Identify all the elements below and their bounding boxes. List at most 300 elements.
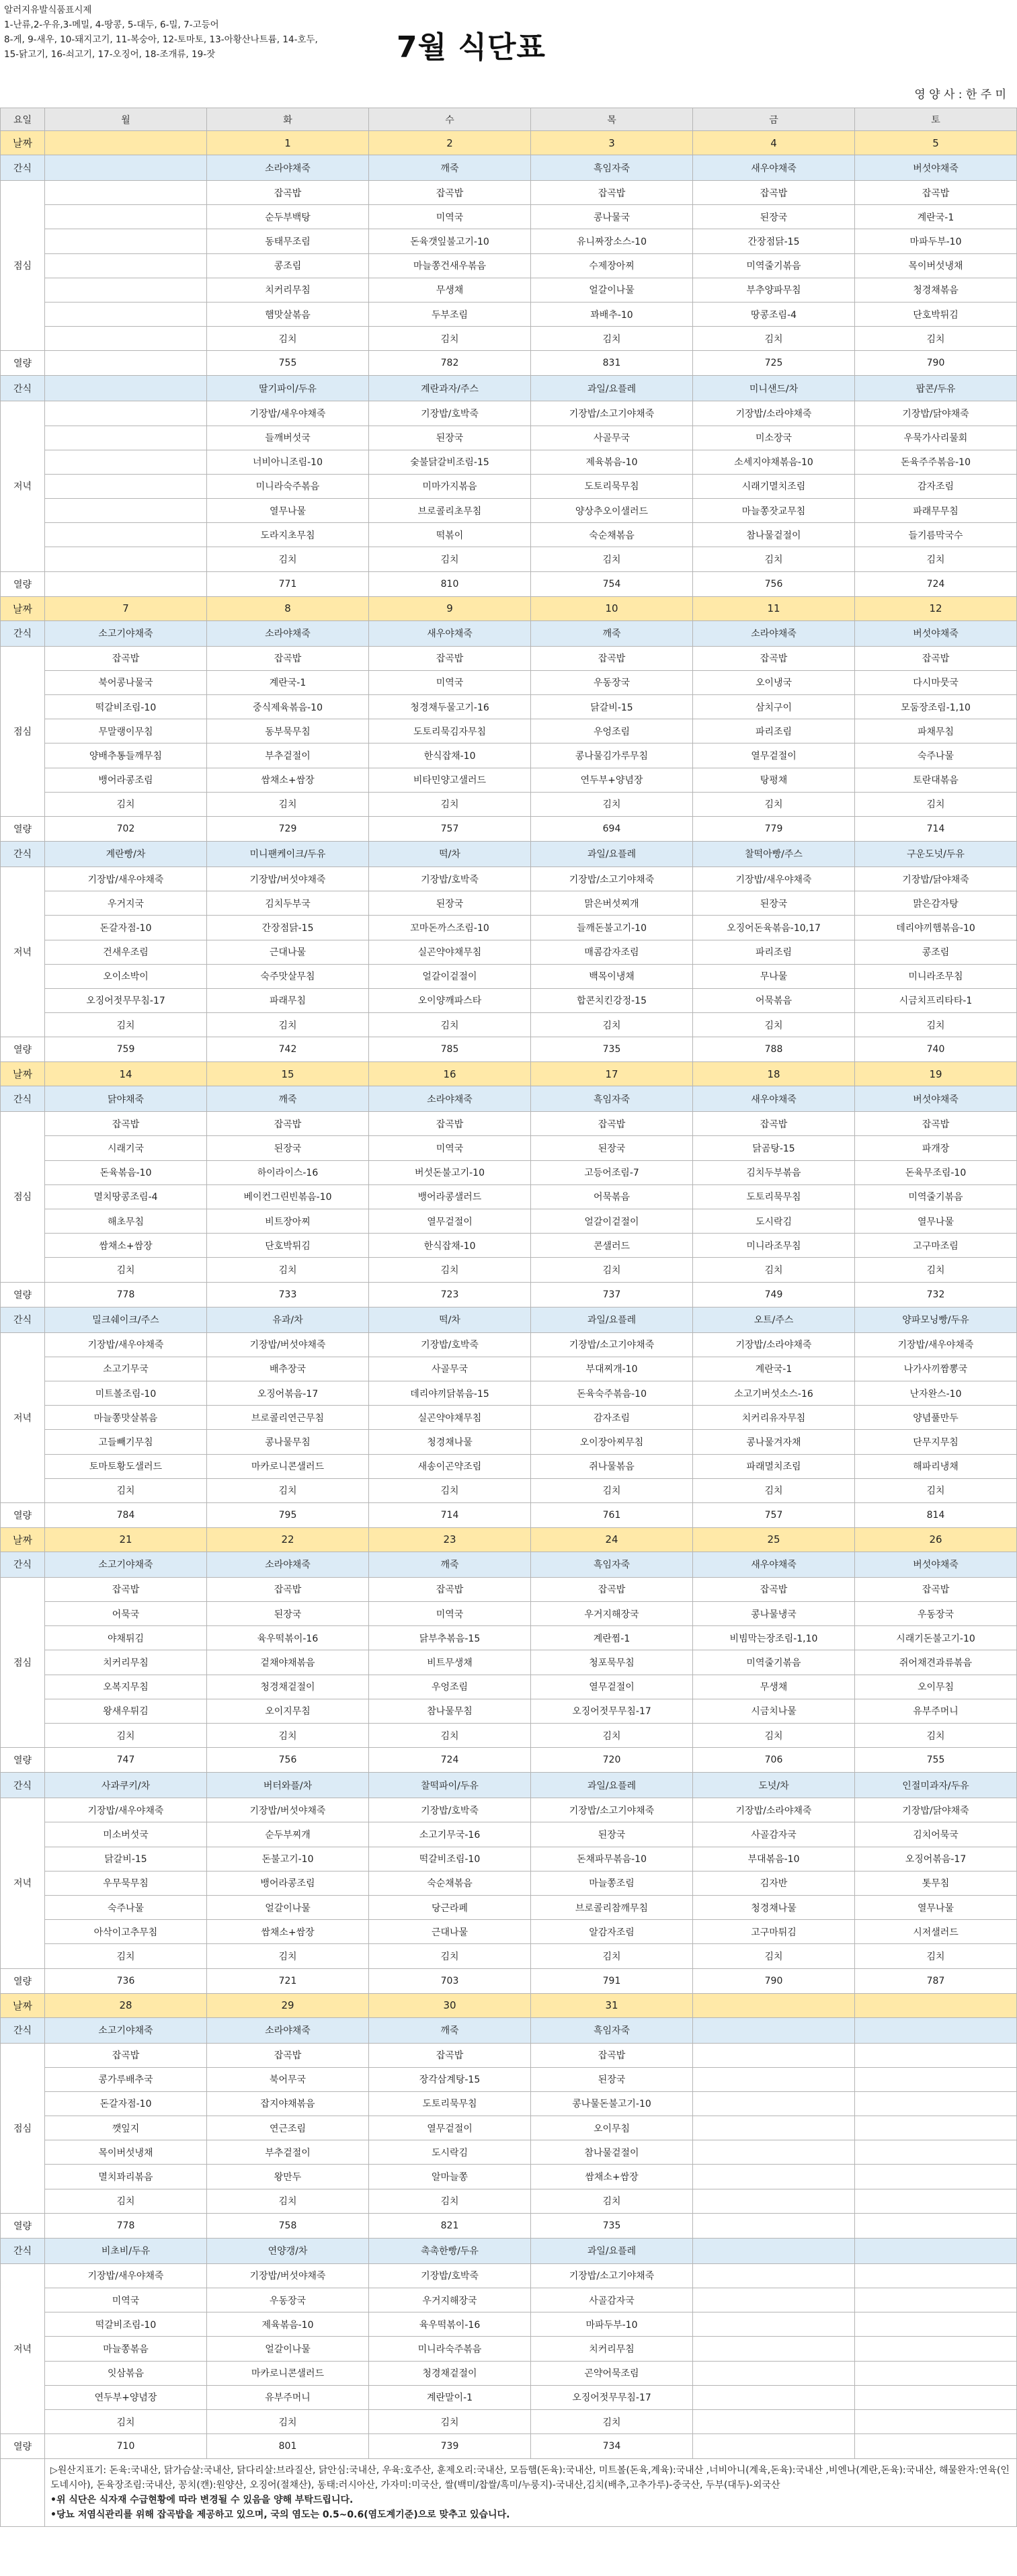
menu-item: 김치 xyxy=(855,327,1017,351)
menu-item xyxy=(855,2140,1017,2165)
snack-cell: 새우야채죽 xyxy=(369,620,531,646)
dinner-item-row xyxy=(1,2263,1017,2288)
menu-item: 장각삼계탕-15 xyxy=(369,2067,531,2091)
menu-item: 김치 xyxy=(207,1478,369,1502)
menu-item: 땅콩조림-4 xyxy=(693,302,855,326)
menu-item: 김치 xyxy=(693,1724,855,1748)
menu-item: 김치 xyxy=(693,1944,855,1968)
snack-label: 간식 xyxy=(1,2017,45,2043)
menu-item: 김치 xyxy=(855,547,1017,571)
menu-item: 소고기버섯소스-16 xyxy=(693,1381,855,1405)
menu-item: 열무나물 xyxy=(207,499,369,523)
menu-item: 멸치땅콩조림-4 xyxy=(45,1184,207,1209)
menu-item: 미역줄기볶음 xyxy=(693,1650,855,1675)
weekday-header-row xyxy=(1,108,1017,131)
menu-item: 육우떡볶이-16 xyxy=(207,1626,369,1650)
weekday-header-label: 요일 xyxy=(1,108,45,131)
kcal-cell: 710 xyxy=(45,2434,207,2459)
dinner-item-row xyxy=(1,891,1017,916)
dinner-item-row xyxy=(1,426,1017,450)
menu-item: 미니라조무침 xyxy=(693,1234,855,1258)
dinner-item-row xyxy=(1,1381,1017,1405)
lunch-item-row xyxy=(1,1724,1017,1748)
date-cell: 19 xyxy=(855,1062,1017,1086)
menu-item xyxy=(693,2337,855,2361)
menu-item: 도시락김 xyxy=(693,1209,855,1234)
menu-item: 얼갈이나물 xyxy=(207,2337,369,2361)
menu-item: 열무겉절이 xyxy=(369,1209,531,1234)
menu-item: 오징어볶음-17 xyxy=(207,1381,369,1405)
menu-item: 김치 xyxy=(207,547,369,571)
menu-item: 기장밥/버섯야채죽 xyxy=(207,2263,369,2288)
menu-item: 얼갈이나물 xyxy=(207,1895,369,1919)
kcal-cell: 784 xyxy=(45,1502,207,1527)
menu-item xyxy=(45,450,207,474)
menu-item: 잡곡밥 xyxy=(207,1112,369,1136)
menu-item: 잡곡밥 xyxy=(693,646,855,670)
lunch-kcal-row xyxy=(1,2213,1017,2238)
date-row xyxy=(1,596,1017,620)
menu-item: 기장밥/소고기야채죽 xyxy=(531,401,693,426)
menu-item: 참나물무침 xyxy=(369,1699,531,1723)
dinner-item-row xyxy=(1,1822,1017,1847)
menu-item: 콩나물겨자채 xyxy=(693,1430,855,1454)
dinner-item-row xyxy=(1,1406,1017,1430)
lunch-item-row xyxy=(1,719,1017,743)
menu-item xyxy=(45,278,207,302)
kcal-cell: 734 xyxy=(531,2434,693,2459)
menu-item: 김치 xyxy=(855,1944,1017,1968)
kcal-cell: 756 xyxy=(693,571,855,596)
lunch-item-row xyxy=(1,695,1017,719)
kcal-cell: 703 xyxy=(369,1968,531,1993)
menu-item: 기장밥/소라야채죽 xyxy=(693,401,855,426)
menu-item: 잡곡밥 xyxy=(855,181,1017,205)
kcal-cell: 795 xyxy=(207,1502,369,1527)
menu-item: 기장밥/새우야채죽 xyxy=(207,401,369,426)
lunch-item-row xyxy=(1,1577,1017,1601)
kcal-label: 열량 xyxy=(1,1037,45,1062)
menu-item: 닭갈비-15 xyxy=(531,695,693,719)
kcal-label: 열량 xyxy=(1,816,45,841)
lunch-item-row xyxy=(1,302,1017,326)
lunch-item-row xyxy=(1,253,1017,278)
menu-item: 잡곡밥 xyxy=(693,181,855,205)
kcal-cell: 706 xyxy=(693,1748,855,1773)
menu-item: 마파두부-10 xyxy=(855,229,1017,253)
dinner-item-row xyxy=(1,964,1017,988)
menu-item: 기장밥/닭야채죽 xyxy=(855,401,1017,426)
menu-item: 목이버섯냉채 xyxy=(855,253,1017,278)
menu-item: 오징어젓무무침-17 xyxy=(45,988,207,1012)
snack-cell: 오트/주스 xyxy=(693,1307,855,1332)
kcal-label: 열량 xyxy=(1,571,45,596)
lunch-item-row xyxy=(1,1699,1017,1723)
snack-cell: 사과쿠키/차 xyxy=(45,1773,207,1798)
lunch-item-row xyxy=(1,1136,1017,1160)
kcal-label: 열량 xyxy=(1,1748,45,1773)
menu-item: 얼갈이나물 xyxy=(531,278,693,302)
menu-item: 콩조림 xyxy=(855,940,1017,964)
menu-item: 쌈채소+쌈장 xyxy=(45,1234,207,1258)
menu-item: 열무겉절이 xyxy=(369,2116,531,2140)
kcal-cell: 788 xyxy=(693,1037,855,1062)
kcal-cell: 749 xyxy=(693,1282,855,1307)
dinner-label: 저녁 xyxy=(1,1332,45,1502)
kcal-cell: 742 xyxy=(207,1037,369,1062)
snack-cell xyxy=(855,2238,1017,2263)
menu-item: 새송이곤약조림 xyxy=(369,1454,531,1478)
menu-item xyxy=(855,2189,1017,2213)
menu-item: 잡곡밥 xyxy=(531,2043,693,2067)
date-label: 날짜 xyxy=(1,596,45,620)
snack-cell: 도넛/차 xyxy=(693,1773,855,1798)
menu-item: 김치 xyxy=(531,2409,693,2433)
menu-item xyxy=(693,2263,855,2288)
menu-item: 잡곡밥 xyxy=(855,1577,1017,1601)
menu-item: 기장밥/새우야채죽 xyxy=(693,867,855,891)
kcal-cell xyxy=(855,2213,1017,2238)
menu-item: 사골감자국 xyxy=(531,2288,693,2312)
snack-cell: 소라야채죽 xyxy=(207,1552,369,1577)
menu-item: 데리야끼닭볶음-15 xyxy=(369,1381,531,1405)
dinner-item-row xyxy=(1,1357,1017,1381)
menu-item: 연두부+양념장 xyxy=(531,768,693,792)
kcal-cell: 724 xyxy=(855,571,1017,596)
lunch-item-row xyxy=(1,2140,1017,2165)
snack-cell: 계란빵/차 xyxy=(45,841,207,867)
menu-item xyxy=(693,2116,855,2140)
menu-item: 건새우조림 xyxy=(45,940,207,964)
kcal-cell: 771 xyxy=(207,571,369,596)
snack-cell: 팝콘/두유 xyxy=(855,376,1017,401)
menu-item: 간장점닭-15 xyxy=(693,229,855,253)
menu-item: 계란국-1 xyxy=(855,205,1017,229)
menu-item: 우거지국 xyxy=(45,891,207,916)
snack-cell: 흑임자죽 xyxy=(531,1086,693,1112)
menu-item: 부대볶음-10 xyxy=(693,1847,855,1871)
menu-item: 배추장국 xyxy=(207,1357,369,1381)
menu-item: 돈채파무볶음-10 xyxy=(531,1847,693,1871)
menu-item: 콩나물김가루무침 xyxy=(531,743,693,768)
menu-item: 김치 xyxy=(45,2409,207,2433)
menu-item: 한식잡채-10 xyxy=(369,743,531,768)
menu-item: 돈갈자점-10 xyxy=(45,2091,207,2116)
menu-item xyxy=(45,253,207,278)
snack-cell: 촉촉한빵/두유 xyxy=(369,2238,531,2263)
date-cell: 15 xyxy=(207,1062,369,1086)
menu-item: 실곤약야채무침 xyxy=(369,940,531,964)
snack-cell: 소고기야채죽 xyxy=(45,1552,207,1577)
lunch-item-row xyxy=(1,229,1017,253)
kcal-cell: 755 xyxy=(207,351,369,376)
menu-item: 김치 xyxy=(855,1013,1017,1037)
menu-item xyxy=(855,2337,1017,2361)
menu-item: 잡곡밥 xyxy=(369,181,531,205)
menu-item xyxy=(693,2409,855,2433)
menu-item: 오이냉국 xyxy=(693,670,855,694)
menu-item: 무말랭이무침 xyxy=(45,719,207,743)
menu-item: 기장밥/버섯야채죽 xyxy=(207,1798,369,1822)
dinner-item-row xyxy=(1,1430,1017,1454)
kcal-cell xyxy=(693,2434,855,2459)
menu-item: 멸치꽈리볶음 xyxy=(45,2165,207,2189)
date-label: 날짜 xyxy=(1,1062,45,1086)
snack-cell: 흑임자죽 xyxy=(531,155,693,181)
menu-item: 잡곡밥 xyxy=(369,1577,531,1601)
kcal-cell: 791 xyxy=(531,1968,693,1993)
menu-item: 쌈채소+쌈장 xyxy=(207,768,369,792)
menu-item: 된장국 xyxy=(531,2067,693,2091)
menu-item: 다시마뭇국 xyxy=(855,670,1017,694)
date-cell: 17 xyxy=(531,1062,693,1086)
menu-item: 김치 xyxy=(693,327,855,351)
menu-item: 무생채 xyxy=(693,1675,855,1699)
date-cell: 5 xyxy=(855,131,1017,155)
menu-item xyxy=(45,205,207,229)
lunch-item-row xyxy=(1,278,1017,302)
date-row xyxy=(1,1527,1017,1552)
snack-cell: 버섯야채죽 xyxy=(855,155,1017,181)
date-cell: 3 xyxy=(531,131,693,155)
menu-item: 오징어볶음-17 xyxy=(855,1847,1017,1871)
menu-item: 청경채볶음 xyxy=(855,278,1017,302)
menu-item: 청경채나물 xyxy=(369,1430,531,1454)
snack-label: 간식 xyxy=(1,1773,45,1798)
menu-item: 김치 xyxy=(207,327,369,351)
menu-item: 사골무국 xyxy=(369,1357,531,1381)
snack-cell: 새우야채죽 xyxy=(693,1086,855,1112)
menu-item: 너비아니조림-10 xyxy=(207,450,369,474)
lunch-item-row xyxy=(1,1602,1017,1626)
menu-item: 김치 xyxy=(693,792,855,816)
menu-item: 파래무침 xyxy=(207,988,369,1012)
menu-item: 도토리묵무침 xyxy=(693,1184,855,1209)
menu-item: 뱅어라콩조림 xyxy=(45,768,207,792)
menu-item: 숙주나물 xyxy=(45,1895,207,1919)
kcal-label: 열량 xyxy=(1,351,45,376)
menu-item: 김치 xyxy=(369,792,531,816)
menu-item: 들깨돈불고기-10 xyxy=(531,916,693,940)
menu-item: 계란국-1 xyxy=(693,1357,855,1381)
menu-item: 한식잡채-10 xyxy=(369,1234,531,1258)
kcal-cell: 755 xyxy=(855,1748,1017,1773)
menu-item: 시래기멸치조림 xyxy=(693,474,855,498)
menu-item: 김치어묵국 xyxy=(855,1822,1017,1847)
snack-cell: 소라야채죽 xyxy=(207,2017,369,2043)
date-cell: 1 xyxy=(207,131,369,155)
dinner-snack-row xyxy=(1,2238,1017,2263)
dinner-item-row xyxy=(1,523,1017,547)
date-row xyxy=(1,131,1017,155)
date-cell: 7 xyxy=(45,596,207,620)
menu-item: 떡갈비조림-10 xyxy=(45,2312,207,2337)
menu-item: 치커리무침 xyxy=(207,278,369,302)
menu-item: 김치 xyxy=(531,1013,693,1037)
menu-item: 어묵볶음 xyxy=(531,1184,693,1209)
menu-item: 파래멸치조림 xyxy=(693,1454,855,1478)
menu-item: 미니라숙주볶음 xyxy=(369,2337,531,2361)
snack-cell: 버섯야채죽 xyxy=(855,620,1017,646)
menu-item: 알감자조림 xyxy=(531,1920,693,1944)
dinner-item-row xyxy=(1,547,1017,571)
menu-item: 잡곡밥 xyxy=(45,1112,207,1136)
menu-item: 하이라이스-16 xyxy=(207,1160,369,1184)
menu-item: 우엉조림 xyxy=(369,1675,531,1699)
menu-item: 양배추통들깨무침 xyxy=(45,743,207,768)
menu-item xyxy=(693,2043,855,2067)
menu-item: 김치 xyxy=(531,2189,693,2213)
menu-item: 김치 xyxy=(207,1724,369,1748)
lunch-item-row xyxy=(1,1184,1017,1209)
menu-item xyxy=(693,2385,855,2409)
lunch-item-row xyxy=(1,2165,1017,2189)
snack-label: 간식 xyxy=(1,376,45,401)
menu-item: 김치 xyxy=(369,2409,531,2433)
menu-item: 쥐나물볶음 xyxy=(531,1454,693,1478)
menu-item: 부추겉절이 xyxy=(207,2140,369,2165)
snack-cell xyxy=(855,2017,1017,2043)
date-cell: 25 xyxy=(693,1527,855,1552)
lunch-item-row xyxy=(1,2189,1017,2213)
menu-item: 비타민양고샐러드 xyxy=(369,768,531,792)
menu-item xyxy=(45,547,207,571)
menu-item: 근대나물 xyxy=(369,1920,531,1944)
menu-item: 김치 xyxy=(531,1478,693,1502)
menu-item: 김치 xyxy=(693,1258,855,1282)
page-title: 7월 식단표 xyxy=(397,30,546,65)
date-cell: 26 xyxy=(855,1527,1017,1552)
lunch-item-row xyxy=(1,1160,1017,1184)
dinner-item-row xyxy=(1,499,1017,523)
kcal-cell xyxy=(45,351,207,376)
snack-cell: 연양갱/차 xyxy=(207,2238,369,2263)
snack-cell: 과일/요플레 xyxy=(531,1307,693,1332)
menu-item: 된장국 xyxy=(369,891,531,916)
date-cell: 31 xyxy=(531,1993,693,2017)
kcal-label: 열량 xyxy=(1,1282,45,1307)
menu-item: 맑은버섯찌개 xyxy=(531,891,693,916)
kcal-cell: 790 xyxy=(855,351,1017,376)
snack-label: 간식 xyxy=(1,1552,45,1577)
menu-item: 콩나물무침 xyxy=(207,1430,369,1454)
menu-item xyxy=(45,401,207,426)
menu-item: 오이무침 xyxy=(855,1675,1017,1699)
lunch-item-row xyxy=(1,1626,1017,1650)
menu-item: 김치 xyxy=(531,327,693,351)
kcal-cell: 778 xyxy=(45,2213,207,2238)
menu-item: 아삭이고추무침 xyxy=(45,1920,207,1944)
menu-item: 기장밥/소고기야채죽 xyxy=(531,867,693,891)
menu-item: 도토리묵김자무침 xyxy=(369,719,531,743)
menu-item: 기장밥/닭야채죽 xyxy=(855,1798,1017,1822)
menu-item: 미소장국 xyxy=(693,426,855,450)
snack-cell: 소라야채죽 xyxy=(369,1086,531,1112)
dinner-item-row xyxy=(1,867,1017,891)
menu-item: 햄맛살볶음 xyxy=(207,302,369,326)
menu-item: 두부조림 xyxy=(369,302,531,326)
menu-item: 해초무침 xyxy=(45,1209,207,1234)
kcal-cell: 725 xyxy=(693,351,855,376)
kcal-cell: 785 xyxy=(369,1037,531,1062)
snack-cell: 딸기파이/두유 xyxy=(207,376,369,401)
kcal-cell: 757 xyxy=(369,816,531,841)
menu-item: 베이컨그린빈볶음-10 xyxy=(207,1184,369,1209)
menu-item: 청경채겉절이 xyxy=(207,1675,369,1699)
menu-item: 도라지초무침 xyxy=(207,523,369,547)
menu-item: 기장밥/소고기야채죽 xyxy=(531,1332,693,1357)
menu-item: 우동장국 xyxy=(855,1602,1017,1626)
menu-item: 얼갈이겉절이 xyxy=(369,964,531,988)
date-cell: 18 xyxy=(693,1062,855,1086)
menu-item: 김치 xyxy=(207,2409,369,2433)
kcal-cell: 714 xyxy=(855,816,1017,841)
menu-item: 고구마조림 xyxy=(855,1234,1017,1258)
lunch-item-row xyxy=(1,2043,1017,2067)
menu-item: 들깨버섯국 xyxy=(207,426,369,450)
menu-item: 매콤감자조림 xyxy=(531,940,693,964)
page-header xyxy=(0,0,1017,101)
menu-item: 잡지야채볶음 xyxy=(207,2091,369,2116)
menu-item: 톳무침 xyxy=(855,1871,1017,1895)
menu-item: 잡곡밥 xyxy=(693,1577,855,1601)
menu-item: 깻잎지 xyxy=(45,2116,207,2140)
menu-item: 마늘쫑맛살볶음 xyxy=(45,1406,207,1430)
dinner-kcal-row xyxy=(1,1502,1017,1527)
menu-item: 부대찌개-10 xyxy=(531,1357,693,1381)
menu-item: 연근조림 xyxy=(207,2116,369,2140)
menu-item: 참나물겉절이 xyxy=(531,2140,693,2165)
menu-item: 청포묵무침 xyxy=(531,1650,693,1675)
dinner-kcal-row xyxy=(1,571,1017,596)
kcal-label: 열량 xyxy=(1,1502,45,1527)
menu-item: 브로콜리연근무침 xyxy=(207,1406,369,1430)
menu-item: 쌈채소+쌈장 xyxy=(207,1920,369,1944)
dinner-item-row xyxy=(1,940,1017,964)
snack-cell: 소고기야채죽 xyxy=(45,2017,207,2043)
menu-item: 버섯돈불고기-10 xyxy=(369,1160,531,1184)
menu-item: 탕평채 xyxy=(693,768,855,792)
menu-item: 뱅어라콩샐러드 xyxy=(369,1184,531,1209)
snack-cell: 찰떡파이/두유 xyxy=(369,1773,531,1798)
kcal-cell: 782 xyxy=(369,351,531,376)
menu-item: 열무겉절이 xyxy=(693,743,855,768)
date-cell: 16 xyxy=(369,1062,531,1086)
menu-item: 기장밥/호박죽 xyxy=(369,867,531,891)
menu-item: 소세지야채볶음-10 xyxy=(693,450,855,474)
lunch-item-row xyxy=(1,1234,1017,1258)
dinner-snack-row xyxy=(1,1773,1017,1798)
menu-item: 김치 xyxy=(855,1724,1017,1748)
menu-item xyxy=(693,2288,855,2312)
menu-item: 계란말이-1 xyxy=(369,2385,531,2409)
kcal-cell: 723 xyxy=(369,1282,531,1307)
menu-item: 김치두부볶음 xyxy=(693,1160,855,1184)
menu-item xyxy=(45,523,207,547)
menu-item: 참나물겉절이 xyxy=(693,523,855,547)
menu-item xyxy=(45,302,207,326)
snack-label: 간식 xyxy=(1,155,45,181)
menu-item: 떡갈비조림-10 xyxy=(45,695,207,719)
dinner-kcal-row xyxy=(1,2434,1017,2459)
dinner-item-row xyxy=(1,1013,1017,1037)
snack-cell: 인절미과자/두유 xyxy=(855,1773,1017,1798)
menu-item: 뱅어라콩조림 xyxy=(207,1871,369,1895)
kcal-cell: 754 xyxy=(531,571,693,596)
dinner-item-row xyxy=(1,1920,1017,1944)
allergy-legend: 알러지유발식품표시제 1-난류,2-우유,3-메밀, 4-땅콩, 5-대두, 6-밀, 7-고등어 8-게, 9-새우, 10-돼지고기, 11-복숭아, 12-토마토, 13-아황산나트륨, 14-호두, 15-닭고기, 16-쇠고기, 17-오징어, 18-조개류, 19-잣 xyxy=(4,5,318,60)
snack-cell: 떡/차 xyxy=(369,841,531,867)
